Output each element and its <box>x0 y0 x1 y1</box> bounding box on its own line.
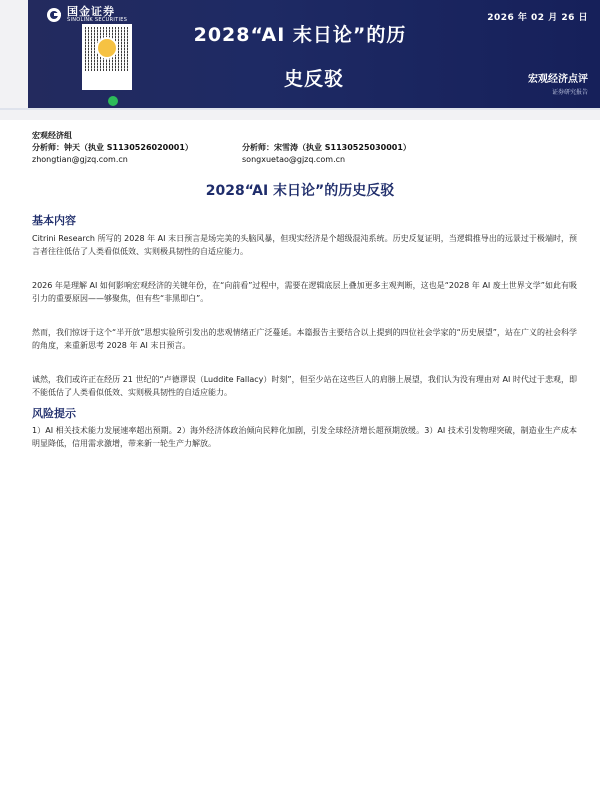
qr-code <box>82 24 132 90</box>
company-logo <box>46 6 127 23</box>
author-2-email[interactable]: songxuetao@gjzq.com.cn <box>242 155 346 164</box>
author-1-email[interactable]: zhongtian@gjzq.com.cn <box>32 155 128 164</box>
report-date: 2026 年 02 月 26 日 <box>487 13 588 23</box>
author-1-license: （执业 S1130526020001） <box>80 143 193 152</box>
report-subtype: 证券研究报告 <box>551 89 588 96</box>
paragraph-3: 然而，我们惊讶于这个“半开放”思想实验所引发出的悲观情绪正广泛蔓延。本篇报告主要结合以上提到的四位社会学家的“历史展望”，站在广义的社会科学的角度，来重新思考 2028 年 AI 末日预言。 <box>32 328 577 350</box>
team-name: 宏观经济组 <box>32 131 72 140</box>
banner-divider <box>0 108 600 110</box>
paragraph-risk: 1）AI 相关技术能力发展速率超出预期。2）海外经济体政治倾向民粹化加剧，引发全球经济增长超预期放缓。3）AI 技术引发物理突破，制造业生产成本明显降低，信用需求激增，带来新一轮生产力解放。 <box>32 426 577 448</box>
document-title: 2028“AI 末日论”的历史反驳 <box>205 183 395 199</box>
logo-icon <box>46 7 62 23</box>
banner-title-line2: 史反驳 <box>283 68 344 90</box>
report-type: 宏观经济点评 <box>528 74 588 85</box>
logo-cn-text: 国金证券 <box>67 5 115 18</box>
author-1-name: 钟天 <box>64 143 80 152</box>
paragraph-4: 诚然，我们或许正在经历 21 世纪的“卢德谬误（Luddite Fallacy）时刻”，但至少站在这些巨人的肩膀上展望，我们认为没有理由对 AI 时代过于悲观，即不能低估了人类看似低效、实则极具韧性的自适应能力。 <box>32 375 577 397</box>
author-1-label: 分析师： <box>32 143 64 152</box>
author-2-label: 分析师： <box>242 143 274 152</box>
qr-center-logo-icon <box>96 37 118 59</box>
author-2 <box>242 142 432 166</box>
wechat-icon <box>108 96 118 106</box>
author-2-license: （执业 S1130525030001） <box>298 143 411 152</box>
paragraph-1: Citrini Research 所写的 2028 年 AI 末日预言是场完美的头脑风暴，但现实经济是个超级混沌系统。历史反复证明，当逻辑推导出的远景过于极端时，预言者往往低估了人类看似低效、实则极具韧性的自适应能力。 <box>32 234 577 256</box>
author-block <box>32 130 432 166</box>
banner-title-line1: 2028“AI 末日论”的历 <box>193 24 407 46</box>
author-2-name: 宋雪涛 <box>274 143 298 152</box>
paragraph-2: 2026 年是理解 AI 如何影响宏观经济的关键年份，在“向前看”过程中，需要在逻辑底层上叠加更多主观判断，这也是“2028 年 AI 废土世界文学”如此有吸引力的重要原因——够聚焦，但有些“非黑即白”。 <box>32 281 577 303</box>
section-heading-basic: 基本内容 <box>32 214 76 227</box>
author-1 <box>32 142 222 166</box>
logo-en-text: SINOLINK SECURITIES <box>67 17 128 23</box>
header-banner <box>0 0 600 120</box>
section-heading-risk: 风险提示 <box>32 407 76 420</box>
